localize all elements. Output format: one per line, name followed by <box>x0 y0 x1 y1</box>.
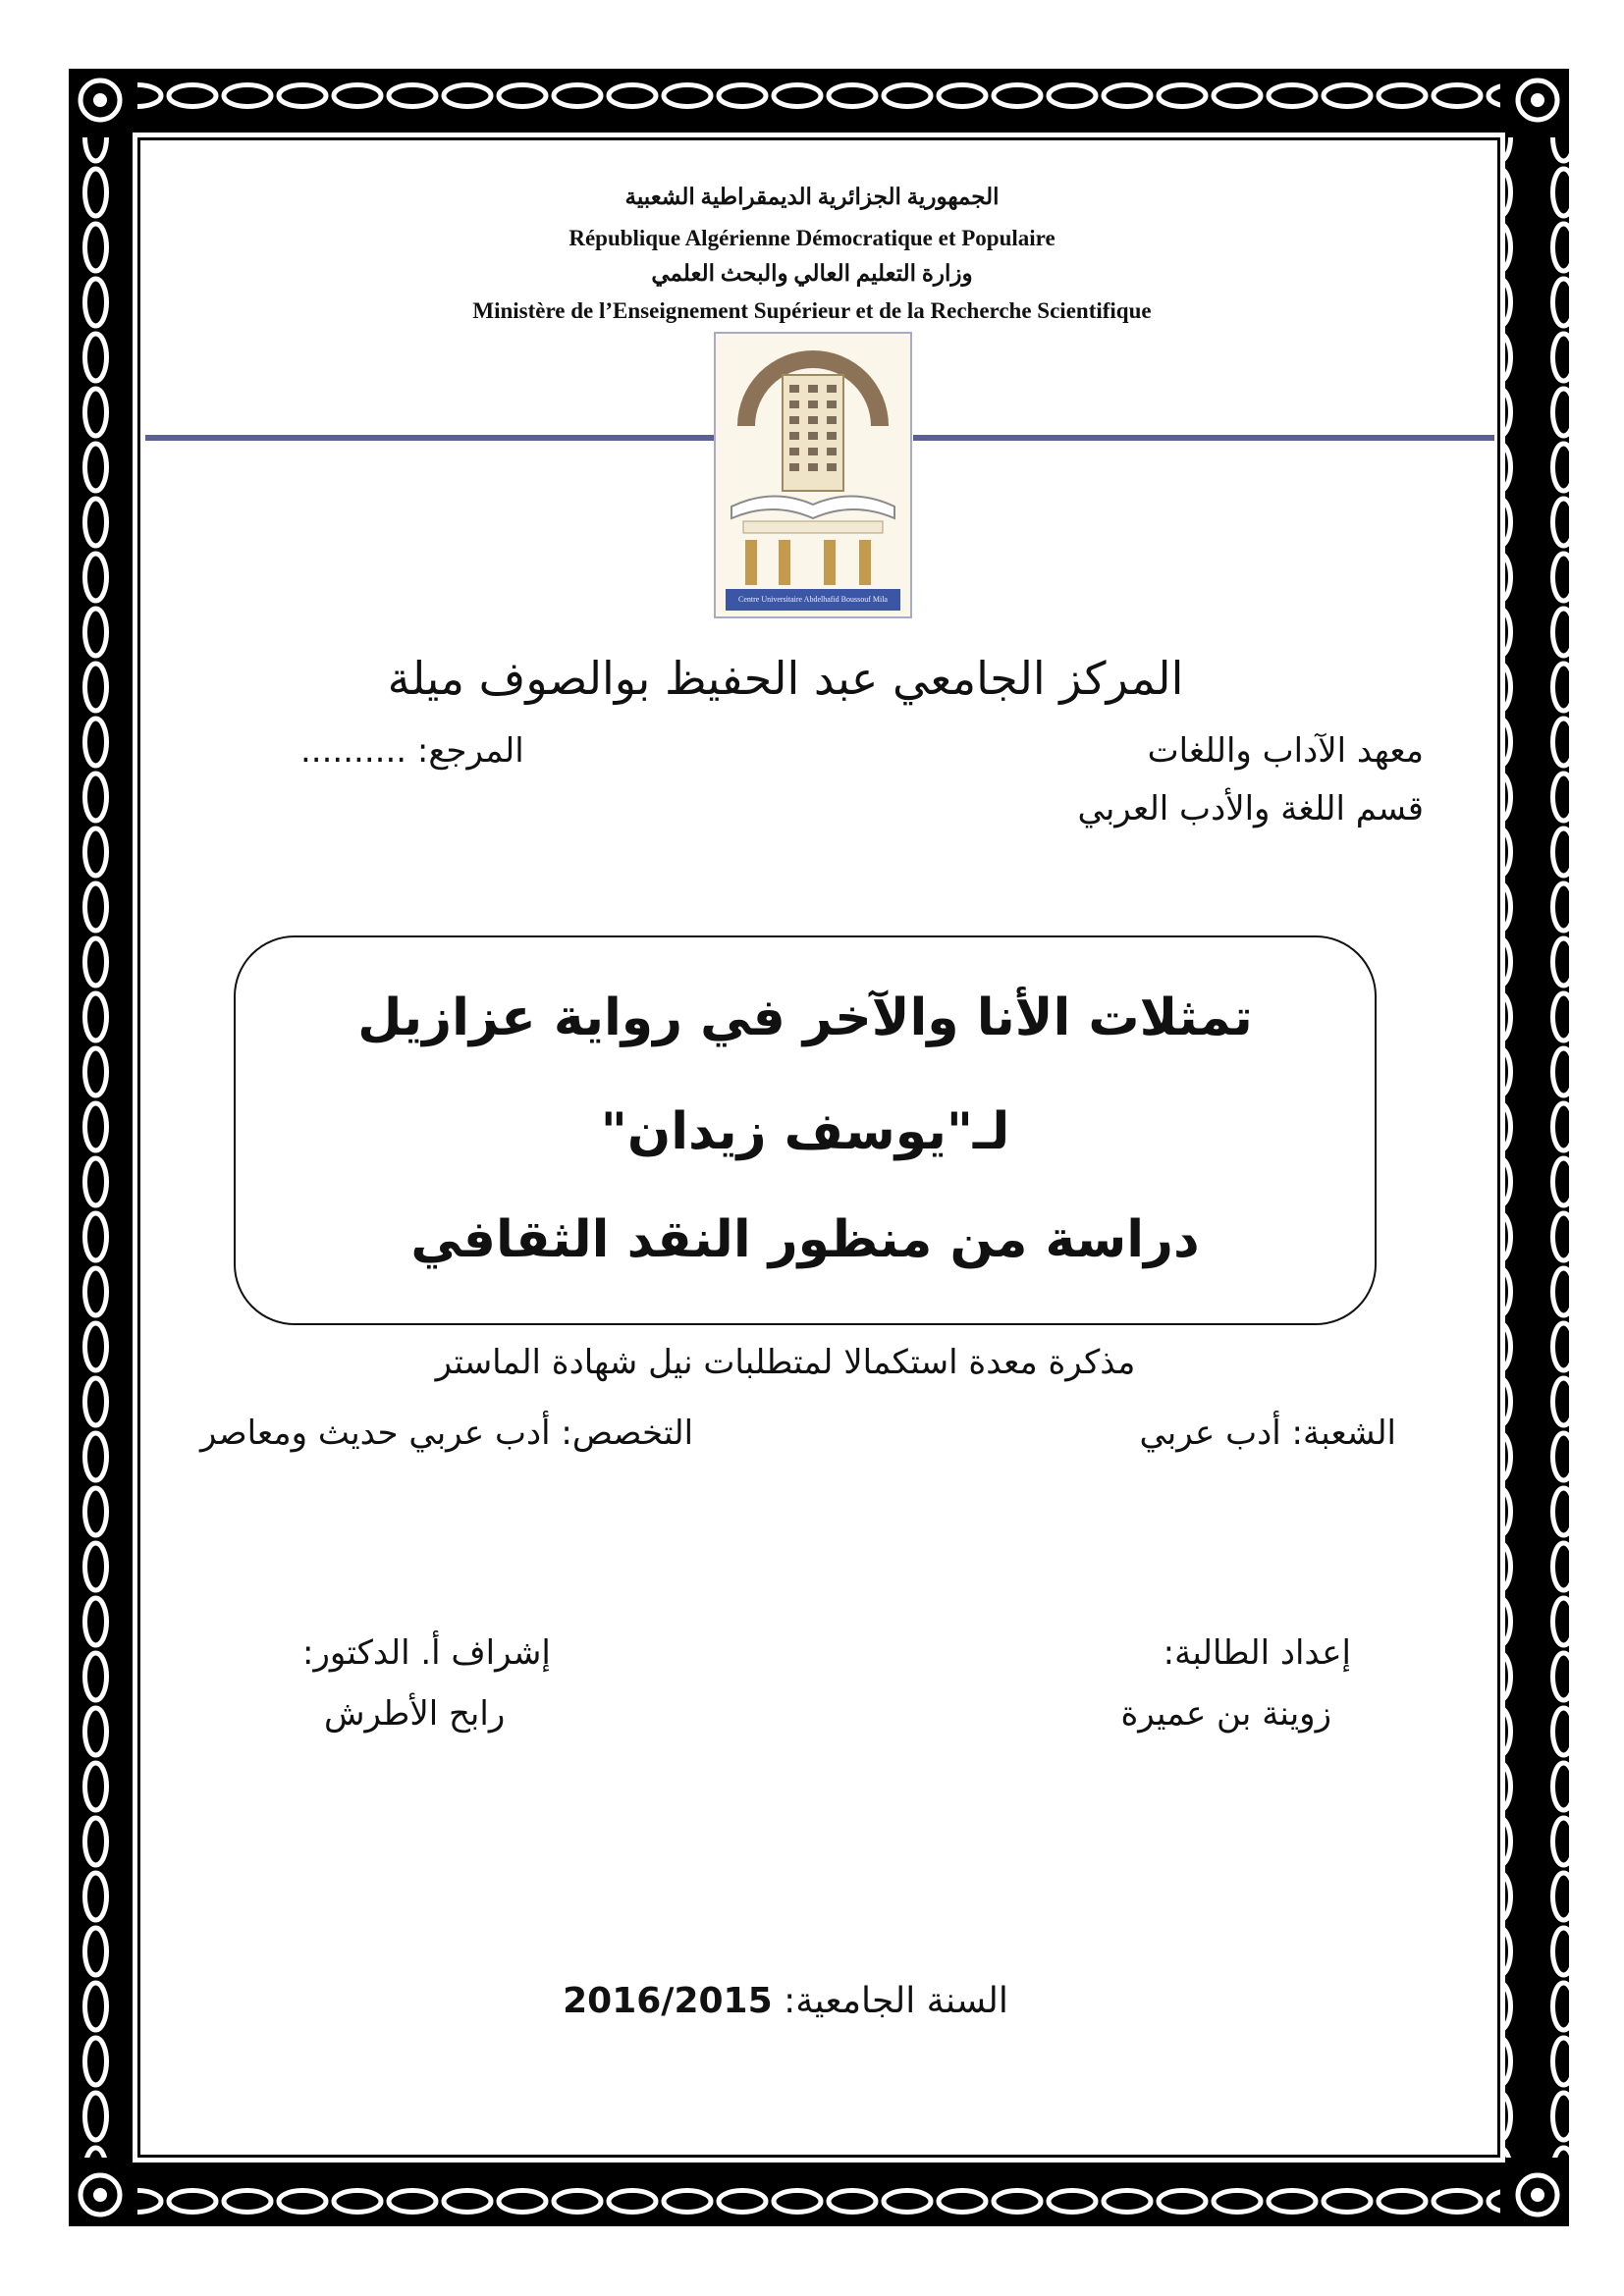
header-rule-right <box>913 435 1494 441</box>
academic-year-value: 2016/2015 <box>563 1981 773 2021</box>
institution-name: المركز الجامعي عبد الحفيظ بوالصوف ميلة <box>387 652 1184 705</box>
academic-year-label: السنة الجامعية: <box>772 1981 1008 2021</box>
student-name: زوينة بن عميرة <box>1120 1694 1331 1734</box>
thesis-branch: الشعبة: أدب عربي <box>1139 1414 1396 1453</box>
thesis-title-line-3: دراسة من منظور النقد الثقافي <box>410 1210 1200 1269</box>
thesis-purpose: مذكرة معدة استكمالا لمتطلبات نيل شهادة الماستر <box>435 1343 1136 1382</box>
thesis-title-box <box>234 935 1377 1325</box>
university-building-emblem <box>714 332 912 618</box>
supervisor-name: رابح الأطرش <box>324 1694 506 1734</box>
header-fr-ministry: Ministère de l’Enseignement Supérieur et de la Recherche Scientifique <box>472 298 1152 323</box>
institute-name: معهد الآداب واللغات <box>1147 731 1424 771</box>
header-ar-ministry: وزارة التعليم العالي والبحث العلمي <box>651 261 973 286</box>
reference-number: المرجع: .......... <box>300 731 524 771</box>
thesis-specialty: التخصص: أدب عربي حديث ومعاصر <box>200 1414 694 1453</box>
header-ar-republic: الجمهورية الجزائرية الديمقراطية الشعبية <box>624 185 1000 209</box>
logo-caption: Centre Universitaire Abdelhafid Boussouf Mila <box>738 595 888 604</box>
university-logo <box>714 332 912 618</box>
department-name: قسم اللغة والأدب العربي <box>1077 789 1424 828</box>
thesis-title-line-1: تمثلات الأنا والآخر في رواية عزازيل <box>357 988 1253 1047</box>
header-rule-left <box>145 435 715 441</box>
thesis-title-line-2: لـ"يوسف زيدان" <box>600 1102 1010 1161</box>
supervisor-label: إشراف أ. الدكتور: <box>302 1633 551 1673</box>
academic-year <box>295 1981 1276 2021</box>
header-fr-republic: République Algérienne Démocratique et Populaire <box>568 226 1056 250</box>
student-label: إعداد الطالبة: <box>1163 1633 1351 1673</box>
